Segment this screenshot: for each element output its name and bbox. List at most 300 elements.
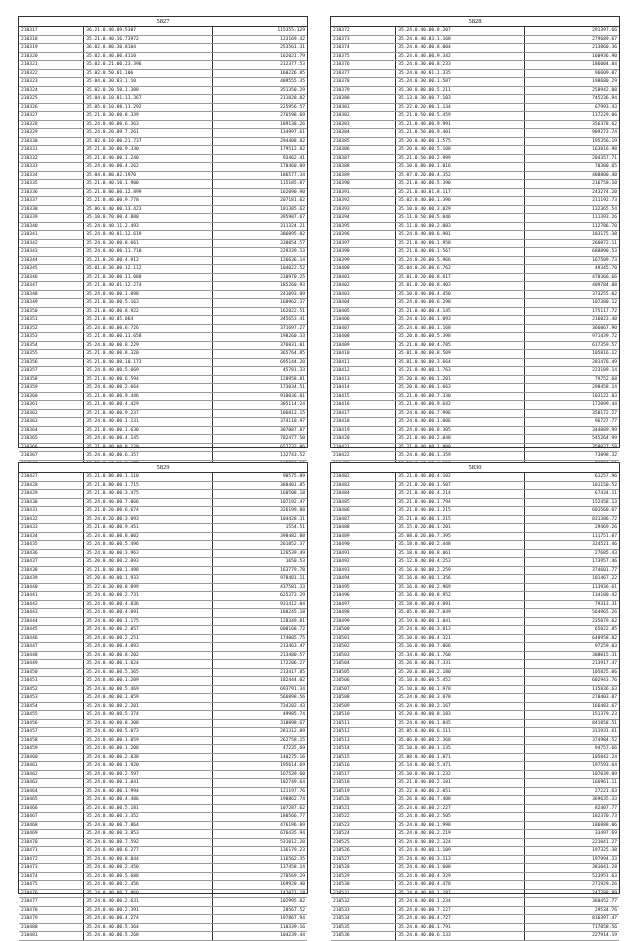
row-code-cell: 35.21.0.40.01.8.117 [396,188,524,197]
row-id-cell: 210499 [331,617,396,626]
row-id-cell: 210434 [19,532,84,541]
row-amount-cell: 105842.24 [524,753,619,762]
row-id-cell: 210338 [19,205,84,214]
row-amount-cell: 195356.19 [524,137,619,146]
row-id-cell: 210328 [19,120,84,129]
row-code-cell: 35.10.0.40.00.1.135 [396,745,524,754]
table-row [331,392,619,401]
row-amount-cell: 693791.34 [212,685,307,694]
table-row [19,745,307,754]
table-row [331,341,619,350]
row-code-cell: 35.24.0.40.00.1.024 [84,660,212,669]
row-code-cell: 35.24.0.40.00.8.207 [396,27,524,35]
row-amount-cell: 79313.31 [524,600,619,609]
row-amount-cell: 281476.49 [524,358,619,367]
row-code-cell: 35.24.0.40.00.8.044 [84,855,212,864]
ledger-block-5828 [330,16,620,458]
row-id-cell: 210351 [19,316,84,325]
row-code-cell: 35.04.0.20.00.6.762 [396,265,524,274]
row-code-cell: 35.24.0.40.00.6.357 [84,452,212,461]
row-code-cell: 35.24.0.40.11.2.493 [84,222,212,231]
table-row [331,146,619,155]
row-id-cell: 210342 [19,239,84,248]
row-id-cell: 210535 [331,923,396,932]
row-code-cell: 35.16.0.40.00.8.952 [396,592,524,601]
row-amount-cell: 111393.26 [524,214,619,223]
row-code-cell: 35.24.0.40.00.5.669 [84,367,212,376]
table-row [19,452,307,461]
row-code-cell: 35.18.0.40.00.8.061 [396,549,524,558]
row-id-cell: 210491 [331,549,396,558]
row-id-cell: 210355 [19,350,84,359]
table-row [19,205,307,214]
row-id-cell: 210513 [331,736,396,745]
table-row [331,69,619,78]
row-amount-cell: 617359.57 [524,341,619,350]
row-code-cell: 35.24.0.10.00.1.093 [396,316,524,325]
table-row [331,231,619,240]
row-code-cell: 36.21.0.40.09.5307 [84,27,212,35]
table-row [331,333,619,342]
table-row [331,507,619,516]
row-id-cell: 210459 [19,745,84,754]
table-row [331,367,619,376]
table-row [331,711,619,720]
row-code-cell: 35.21.0.40.00.4.705 [396,341,524,350]
row-amount-cell: 211028.02 [212,95,307,104]
row-amount-cell: 175117.72 [524,307,619,316]
table-row [19,239,307,248]
row-id-cell: 210516 [331,762,396,771]
row-id-cell: 210450 [19,668,84,677]
table-row [19,804,307,813]
row-amount-cell: 167509.73 [524,256,619,265]
row-id-cell: 210327 [19,112,84,121]
block-title: 5829 [19,463,307,473]
table-row [331,915,619,924]
row-amount-cell: 126636.14 [212,256,307,265]
row-code-cell: 35.24.0.40.00.2.167 [396,702,524,711]
row-id-cell: 210510 [331,711,396,720]
row-id-cell: 210348 [19,290,84,299]
row-id-cell: 210524 [331,830,396,839]
row-amount-cell: 126539.49 [212,549,307,558]
table-row [19,146,307,155]
row-code-cell: 35.21.0.40.00.1.630 [84,426,212,435]
table-row [331,307,619,316]
table-row [19,324,307,333]
row-id-cell: 210353 [19,333,84,342]
row-id-cell: 210352 [19,324,84,333]
table-row [331,600,619,609]
row-id-cell: 210317 [19,27,84,35]
table-row [19,685,307,694]
row-code-cell: 35.21.0.40.00.1.240 [84,154,212,163]
row-id-cell: 210436 [19,549,84,558]
row-id-cell: 210349 [19,299,84,308]
table-row [331,137,619,146]
row-amount-cell: 600168.72 [212,626,307,635]
row-code-cell: 35.02.0.21.00.23.396 [84,61,212,70]
row-id-cell: 210388 [331,163,396,172]
row-code-cell: 35.21.0.40.00.2.181 [396,779,524,788]
ledger-table [19,473,307,941]
row-code-cell: 35.24.0.40.00.5.268 [84,932,212,941]
block-title: 5827 [19,17,307,27]
row-id-cell: 210478 [19,906,84,915]
table-row [19,409,307,418]
row-code-cell: 35.21.0.40.00.9.778 [84,197,212,206]
table-row [331,222,619,231]
row-code-cell: 35.24.0.40.00.5.365 [84,668,212,677]
row-amount-cell: 27685.43 [524,549,619,558]
table-row [331,694,619,703]
row-code-cell: 35.21.0.40.05.064 [84,316,212,325]
row-id-cell: 210417 [331,409,396,418]
row-id-cell: 210396 [331,231,396,240]
table-row [19,473,307,481]
row-amount-cell: 197593.64 [524,762,619,771]
row-id-cell: 210521 [331,804,396,813]
row-id-cell: 210528 [331,864,396,873]
row-code-cell: 35.20.0.40.00.5.398 [396,333,524,342]
row-amount-cell: 281312.09 [212,728,307,737]
table-row [19,677,307,686]
row-id-cell: 210421 [331,443,396,452]
row-id-cell: 210330 [19,137,84,146]
row-code-cell: 35.04.0.10.01.11.367 [84,95,212,104]
row-amount-cell: 324521.46 [524,541,619,550]
row-amount-cell: 137458.14 [212,864,307,873]
row-id-cell: 210384 [331,129,396,138]
table-row [331,409,619,418]
row-id-cell: 210501 [331,634,396,643]
table-row [19,515,307,524]
row-id-cell: 210428 [19,481,84,490]
row-code-cell: 35.24.0.40.00.4.478 [396,881,524,890]
row-amount-cell: 28567.52 [212,906,307,915]
row-amount-cell: 243274.20 [524,188,619,197]
row-amount-cell: 395987.67 [212,214,307,223]
table-row [331,44,619,53]
table-row [19,112,307,121]
row-code-cell: 35.21.0.40.00.8.320 [84,350,212,359]
row-amount-cell: 602943.76 [524,677,619,686]
row-amount-cell: 601560.07 [524,507,619,516]
table-row [331,770,619,779]
table-row [331,609,619,618]
row-code-cell: 35.13.0.30.00.7.103 [396,95,524,104]
table-row [19,316,307,325]
table-row [331,923,619,932]
row-code-cell: 35.24.0.40.00.3.853 [84,830,212,839]
row-code-cell: 35.24.0.40.00.5.469 [84,685,212,694]
row-id-cell: 210458 [19,736,84,745]
row-code-cell: 35.26.0.40.00.7.408 [396,796,524,805]
table-row [19,541,307,550]
table-row [19,872,307,881]
row-amount-cell: 216758.10 [524,180,619,189]
row-code-cell: 35.21.0.40.00.8.229 [84,443,212,452]
row-amount-cell: 212377.53 [212,61,307,70]
row-code-cell: 35.05.0.10.08.11.292 [84,103,212,112]
row-amount-cell: 717058.56 [524,923,619,932]
table-row [331,61,619,70]
row-id-cell: 210518 [331,779,396,788]
row-amount-cell: 186004.84 [524,61,619,70]
row-amount-cell: 134180.42 [524,592,619,601]
table-row [331,677,619,686]
row-amount-cell: 437581.33 [212,583,307,592]
row-amount-cell: 96727.77 [524,418,619,427]
row-id-cell: 210318 [19,35,84,44]
row-id-cell: 210346 [19,273,84,282]
row-id-cell: 210362 [19,409,84,418]
table-row [19,787,307,796]
row-code-cell: 35.24.0.40.00.1.175 [84,617,212,626]
row-code-cell: 35.24.0.40.00.5.496 [84,541,212,550]
row-amount-cell: 94757.66 [524,745,619,754]
row-code-cell: 35.24.0.40.00.7.066 [84,498,212,507]
row-code-cell: 35.21.0.40.00.1.958 [396,239,524,248]
row-code-cell: 35.24.0.20.00.5.966 [396,256,524,265]
row-amount-cell: 308015.31 [524,651,619,660]
row-id-cell: 210466 [19,804,84,813]
row-id-cell: 210465 [19,796,84,805]
row-code-cell: 35.24.0.40.00.8.004 [396,44,524,53]
ledger-block-5830 [330,462,620,938]
row-amount-cell: 198680.29 [524,78,619,87]
row-id-cell: 210515 [331,753,396,762]
row-code-cell: 35.24.0.40.01.1.335 [396,69,524,78]
row-code-cell: 35.21.0.50.00.2.999 [396,154,524,163]
table-row [19,855,307,864]
table-row [331,86,619,95]
table-row [19,617,307,626]
row-code-cell: 35.24.0.40.00.2.664 [84,384,212,393]
row-code-cell: 35.24.0.40.00.1.608 [396,864,524,873]
row-amount-cell: 374118.97 [212,418,307,427]
row-amount-cell: 174005.75 [212,634,307,643]
table-row [331,532,619,541]
row-id-cell: 210503 [331,651,396,660]
row-code-cell: 35.20.0.40.00.2.093 [84,558,212,567]
table-row [19,163,307,172]
table-row [331,881,619,890]
row-code-cell: 35.21.0.40.00.9.642 [396,401,524,410]
table-row [19,333,307,342]
table-row [19,273,307,282]
row-code-cell: 35.01.0.30.00.12.112 [84,265,212,274]
row-id-cell: 210517 [331,770,396,779]
table-row [331,626,619,635]
row-code-cell: 35.21.0.30.00.8.339 [84,112,212,121]
row-id-cell: 210345 [19,265,84,274]
row-amount-cell: 123169.42 [212,35,307,44]
row-amount-cell: 29534.76 [524,906,619,915]
row-amount-cell: 116562.35 [212,855,307,864]
row-code-cell: 35.24.0.20.09.7.261 [84,129,212,138]
row-code-cell: 35.21.0.50.00.9.401 [396,129,524,138]
row-code-cell: 35.21.0.40.00.9.237 [84,409,212,418]
row-amount-cell: 104022.52 [212,265,307,274]
table-row [19,643,307,652]
row-amount-cell: 356378.62 [524,120,619,129]
table-row [19,401,307,410]
table-row [19,558,307,567]
row-id-cell: 210442 [19,600,84,609]
table-row [19,86,307,95]
row-id-cell: 210387 [331,154,396,163]
row-code-cell: 35.24.0.40.00.6.277 [84,847,212,856]
table-row [331,847,619,856]
table-row [19,52,307,61]
row-id-cell: 210531 [331,889,396,898]
row-code-cell: 35.04.0.80.02.1970 [84,171,212,180]
row-amount-cell: 229339.13 [212,248,307,257]
table-row [19,881,307,890]
row-amount-cell: 103122.83 [524,392,619,401]
row-id-cell: 210323 [19,78,84,87]
row-amount-cell: 182749.64 [212,779,307,788]
row-amount-cell: 107039.09 [524,770,619,779]
row-amount-cell: 111751.07 [524,532,619,541]
row-code-cell: 35.20.0.40.00.5.108 [396,146,524,155]
table-row [331,541,619,550]
row-id-cell: 210376 [331,61,396,70]
row-id-cell: 210536 [331,932,396,941]
row-code-cell: 35.24.0.40.00.6.133 [396,932,524,941]
row-id-cell: 210455 [19,711,84,720]
row-amount-cell: 657732.86 [212,443,307,452]
table-row [19,69,307,78]
row-code-cell: 35.05.0.40.00.7.049 [396,609,524,618]
row-amount-cell: 162021.79 [212,52,307,61]
row-id-cell: 210480 [19,923,84,932]
row-amount-cell: 241093.09 [212,290,307,299]
row-id-cell: 210484 [331,490,396,499]
table-row [331,129,619,138]
table-row [19,524,307,533]
row-id-cell: 210337 [19,197,84,206]
row-amount-cell: 189138.26 [212,120,307,129]
row-id-cell: 210422 [331,452,396,461]
row-code-cell: 35.16.0.40.00.7.066 [396,643,524,652]
row-id-cell: 210393 [331,205,396,214]
row-id-cell: 210527 [331,855,396,864]
row-amount-cell: 113936.61 [524,583,619,592]
row-amount-cell: 989273.74 [524,129,619,138]
row-code-cell: 35.01.0.40.00.3.664 [396,358,524,367]
row-code-cell: 35.21.0.40.00.11.658 [84,333,212,342]
row-code-cell: 35.21.0.40.00.1.498 [84,566,212,575]
row-amount-cell: 136179.23 [212,847,307,856]
row-code-cell: 35.24.0.40.00.8.002 [84,532,212,541]
row-amount-cell: 97259.03 [524,643,619,652]
table-row [19,137,307,146]
table-row [331,515,619,524]
table-row [331,932,619,941]
row-code-cell: 35.24.0.40.00.2.731 [84,592,212,601]
row-amount-cell: 163779.78 [212,566,307,575]
table-row [19,95,307,104]
row-code-cell: 35.24.0.40.00.3.078 [396,694,524,703]
row-code-cell: 35.24.0.40.00.1.920 [84,762,212,771]
row-id-cell: 210504 [331,660,396,669]
row-code-cell: 35.21.0.80.00.1.110 [84,473,212,481]
table-row [19,248,307,257]
row-code-cell: 35.24.0.40.00.4.727 [396,915,524,924]
row-id-cell: 210364 [19,426,84,435]
row-code-cell: 35.24.0.40.00.2.057 [84,626,212,635]
row-id-cell: 210394 [331,214,396,223]
table-row [331,358,619,367]
row-amount-cell: 271929.26 [524,881,619,890]
row-code-cell: 35.21.0.40.00.1.215 [396,515,524,524]
row-amount-cell: 47235.69 [212,745,307,754]
row-id-cell: 210340 [19,222,84,231]
row-amount-cell: 345653.41 [212,316,307,325]
row-id-cell: 210400 [331,265,396,274]
row-code-cell: 35.02.0.50.01.106 [84,69,212,78]
row-id-cell: 210456 [19,719,84,728]
row-id-cell: 210441 [19,592,84,601]
row-code-cell: 35.34.0.40.00.1.760 [396,651,524,660]
row-amount-cell: 198260.33 [212,333,307,342]
row-code-cell: 35.20.0.40.00.8.183 [396,711,524,720]
table-row [19,171,307,180]
row-id-cell: 210490 [331,541,396,550]
row-amount-cell: 96609.07 [524,69,619,78]
table-row [331,265,619,274]
row-code-cell: 35.24.0.40.00.2.251 [84,634,212,643]
table-row [331,592,619,601]
row-code-cell: 35.16.0.40.00.2.969 [396,583,524,592]
row-code-cell: 35.24.0.40.00.6.363 [84,120,212,129]
table-row [331,779,619,788]
row-amount-cell: 173034.51 [212,384,307,393]
table-row [331,830,619,839]
row-amount-cell: 545264.99 [524,435,619,444]
row-code-cell: 35.24.0.40.00.8.202 [84,651,212,660]
table-row [331,452,619,461]
row-id-cell: 210511 [331,719,396,728]
row-amount-cell: 371697.27 [212,324,307,333]
table-row [331,205,619,214]
table-row [19,443,307,452]
row-id-cell: 210334 [19,171,84,180]
row-amount-cell: 169920.40 [212,881,307,890]
row-id-cell: 210408 [331,333,396,342]
row-amount-cell: 344089.99 [524,426,619,435]
table-row [19,864,307,873]
table-row [19,44,307,53]
table-row [19,762,307,771]
row-amount-cell: 213417.85 [212,668,307,677]
table-row [331,256,619,265]
row-id-cell: 210354 [19,341,84,350]
row-amount-cell: 160226.85 [212,69,307,78]
row-amount-cell: 266072.11 [524,239,619,248]
row-code-cell: 35.14.0.40.00.5.471 [396,762,524,771]
row-id-cell: 210411 [331,358,396,367]
row-amount-cell: 160508.18 [212,490,307,499]
row-amount-cell: 49985.74 [212,711,307,720]
row-id-cell: 210508 [331,694,396,703]
row-code-cell: 35.21.0.40.00.4.214 [396,490,524,499]
row-code-cell: 35.24.0.30.00.1.587 [396,78,524,87]
row-amount-cell: 734202.43 [212,702,307,711]
